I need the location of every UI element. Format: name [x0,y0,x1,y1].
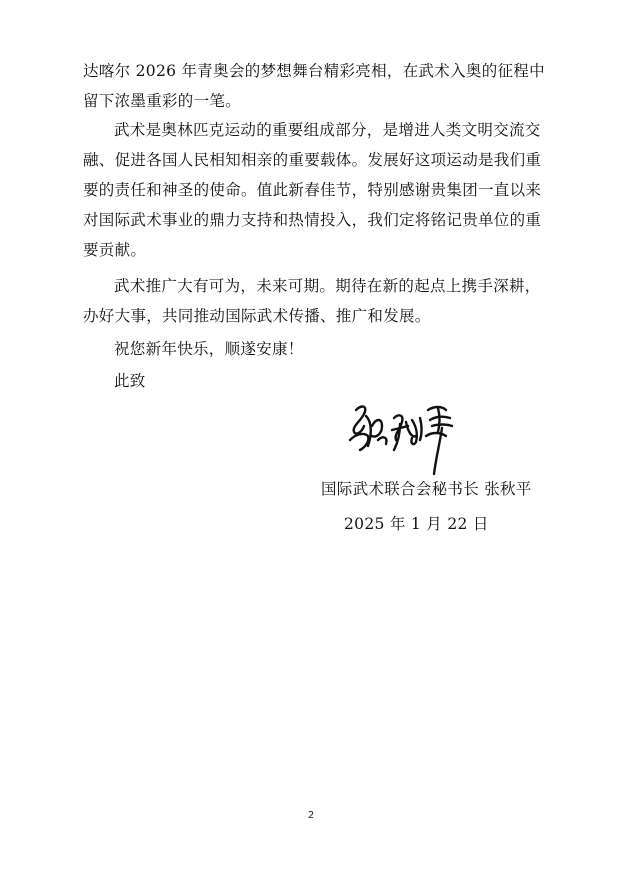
paragraph-2-line-1: 武术是奥林匹克运动的重要组成部分，是增进人类文明交流交 [114,121,541,139]
paragraph-2-line-2: 融、促进各国人民相知相亲的重要载体。发展好这项运动是我们重 [83,151,542,169]
letter-date: 2025 年 1 月 22 日 [344,515,489,533]
paragraph-3 [83,271,545,331]
wishes-text: 祝您新年快乐，顺遂安康！ [114,340,304,358]
signatory-title: 国际武术联合会秘书长 张秋平 [321,480,532,498]
paragraph-1-line-2: 留下浓墨重彩的一笔。 [83,92,242,110]
page-number: 2 [307,810,315,821]
closing-line [83,366,545,396]
paragraph-1-line-1: 达喀尔 2026 年青奥会的梦想舞台精彩亮相，在武术入奥的征程中 [83,62,545,80]
paragraph-2-line-3: 要的责任和神圣的使命。值此新春佳节，特别感谢贵集团一直以来 [83,181,542,199]
wishes-line [83,334,545,364]
paragraph-2 [83,115,545,265]
paragraph-2-line-5: 要贡献。 [83,241,147,259]
paragraph-3-line-1: 武术推广大有可为，未来可期。期待在新的起点上携手深耕， [114,277,541,295]
paragraph-3-line-2: 办好大事，共同推动国际武术传播、推广和发展。 [83,307,431,325]
paragraph-2-line-4: 对国际武术事业的鼎力支持和热情投入，我们定将铭记贵单位的重 [83,211,542,229]
handwritten-signature [342,396,464,478]
closing-text: 此致 [114,372,146,390]
paragraph-1 [83,56,545,116]
